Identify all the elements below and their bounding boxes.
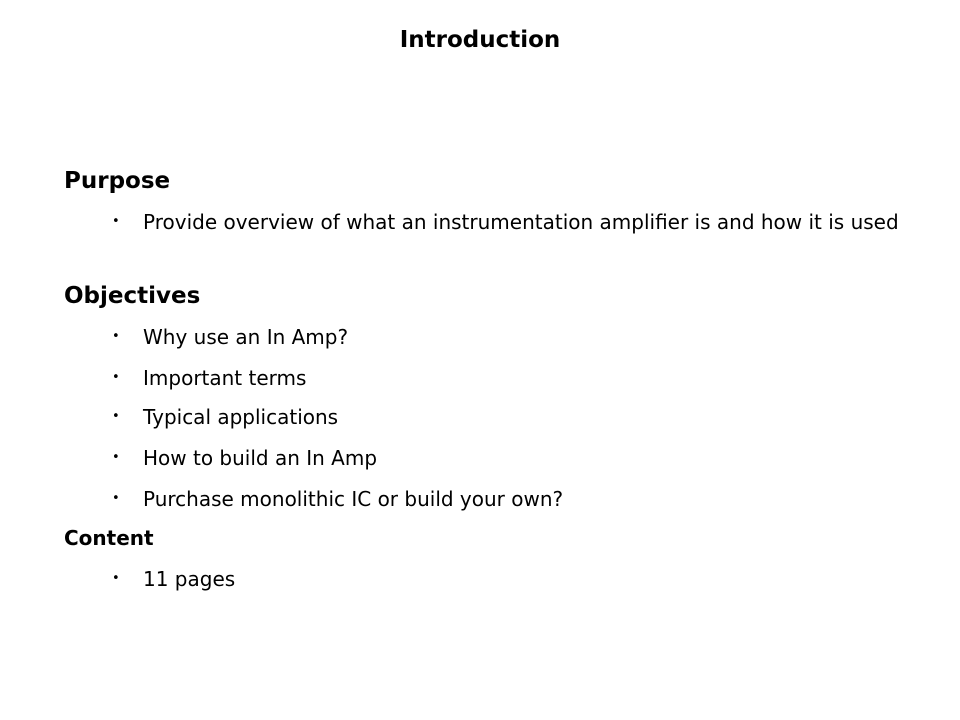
list-item xyxy=(112,403,902,431)
bullet-icon: • xyxy=(112,571,120,586)
bullet-icon: • xyxy=(112,491,120,506)
list-item xyxy=(112,323,902,351)
list-item-text: How to build an In Amp xyxy=(143,446,378,470)
slide-title: Introduction xyxy=(399,27,561,53)
bullet-icon: • xyxy=(112,329,120,344)
list-item-text: 11 pages xyxy=(143,567,236,591)
list-item-text: Purchase monolithic IC or build your own? xyxy=(143,487,564,511)
list-item xyxy=(112,208,902,236)
list-item xyxy=(112,565,902,593)
list-item-text: Typical applications xyxy=(143,405,339,429)
bullet-icon: • xyxy=(112,214,120,229)
section-heading-objectives: Objectives xyxy=(64,283,201,309)
list-item xyxy=(112,444,902,472)
list-item xyxy=(112,364,902,392)
list-item xyxy=(112,485,902,513)
bullet-icon: • xyxy=(112,450,120,465)
list-item-text: Important terms xyxy=(143,366,307,390)
list-item-text: Why use an In Amp? xyxy=(143,325,349,349)
bullet-icon: • xyxy=(112,409,120,424)
bullet-icon: • xyxy=(112,370,120,385)
section-heading-content: Content xyxy=(64,526,154,550)
list-item-text: Provide overview of what an instrumentation amplifier is and how it is used xyxy=(143,210,899,234)
section-heading-purpose: Purpose xyxy=(64,168,171,194)
